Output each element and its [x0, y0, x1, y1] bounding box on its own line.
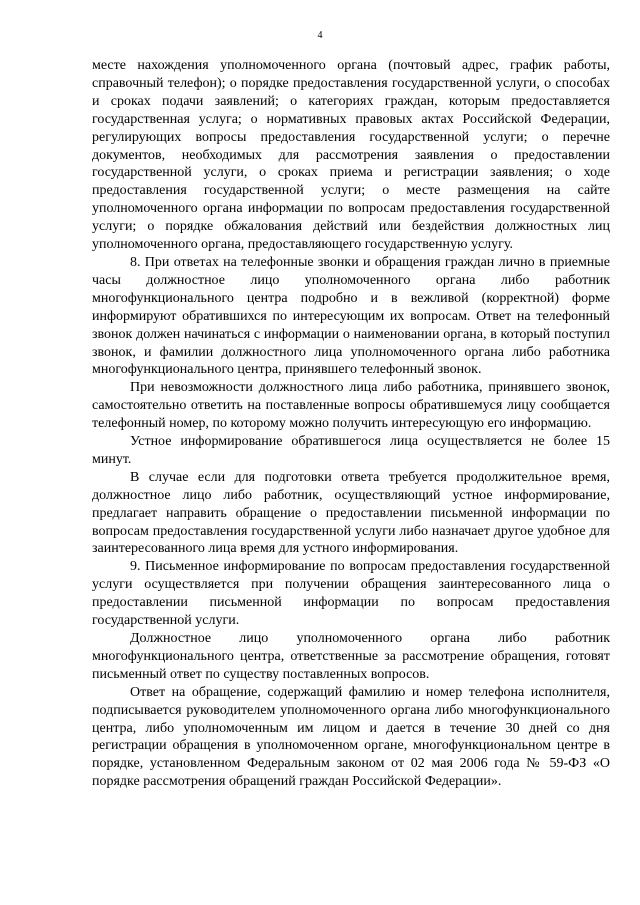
paragraph: Ответ на обращение, содержащий фамилию и номер телефона исполнителя, подписывается руководителем уполномоченного органа либо многофункционального центра, либо уполномоченным им лицом и дается в течение 30 дней со дня регистрации обращения в уполномоченном органе, многофункциональном центре в порядке, установленном Федеральным законом от 02 мая 2006 года № 59-ФЗ «О порядке рассмотрения обращений граждан Российской Федерации».: [92, 684, 610, 790]
paragraph-continuation: месте нахождения уполномоченного органа (почтовый адрес, график работы, справочный телефон); о порядке предоставления государственной услуги, о способах и сроках подачи заявлений; о категориях граждан, которым предоставляется государственная услуга; о нормативных правовых актах Российской Федерации, регулирующих вопросы предоставления государственной услуги; о перечне документов, необходимых для рассмотрения заявления о предоставлении государственной услуги, о сроках приема и регистрации заявления; о ходе предоставления государственной услуги; о месте размещения на сайте уполномоченного органа информации по вопросам предоставления государственной услуги; о порядке обжалования действий или бездействия должностных лиц уполномоченного органа, предоставляющего государственную услугу.: [92, 58, 610, 253]
document-body: [92, 57, 610, 791]
paragraph: Должностное лицо уполномоченного органа либо работник многофункционального центра, ответственные за рассмотрение обращения, готовят письменный ответ по существу поставленных вопросов.: [92, 631, 610, 682]
paragraph-item-9: 9. Письменное информирование по вопросам предоставления государственной услуги осуществляется при получении обращения заинтересованного лица о предоставлении письменной информации по вопросам предоставления государственной услуги.: [92, 559, 610, 629]
paragraph: Устное информирование обратившегося лица осуществляется не более 15 минут.: [92, 434, 610, 467]
paragraph: При невозможности должностного лица либо работника, принявшего звонок, самостоятельно ответить на поставленные вопросы обратившемуся лицу сообщается телефонный номер, по которому можно получить интересующую его информацию.: [92, 380, 610, 432]
page-number: 4: [317, 30, 323, 41]
paragraph: В случае если для подготовки ответа требуется продолжительное время, должностное лицо либо работник, осуществляющий устное информирование, предлагает направить обращение о предоставлении письменной информации по вопросам предоставления государственной услуги либо назначает другое удобное для заинтересованного лица время для устного информирования.: [92, 469, 610, 557]
paragraph-item-8: 8. При ответах на телефонные звонки и обращения граждан лично в приемные часы должностное лицо уполномоченного органа либо работник многофункционального центра подробно и в вежливой (корректной) форме информируют обратившихся по интересующим их вопросам. Ответ на телефонный звонок должен начинаться с информации о наименовании органа, в который поступил звонок, и фамилии должностного лица уполномоченного органа либо работника многофункционального центра, принявшего телефонный звонок.: [92, 254, 610, 378]
